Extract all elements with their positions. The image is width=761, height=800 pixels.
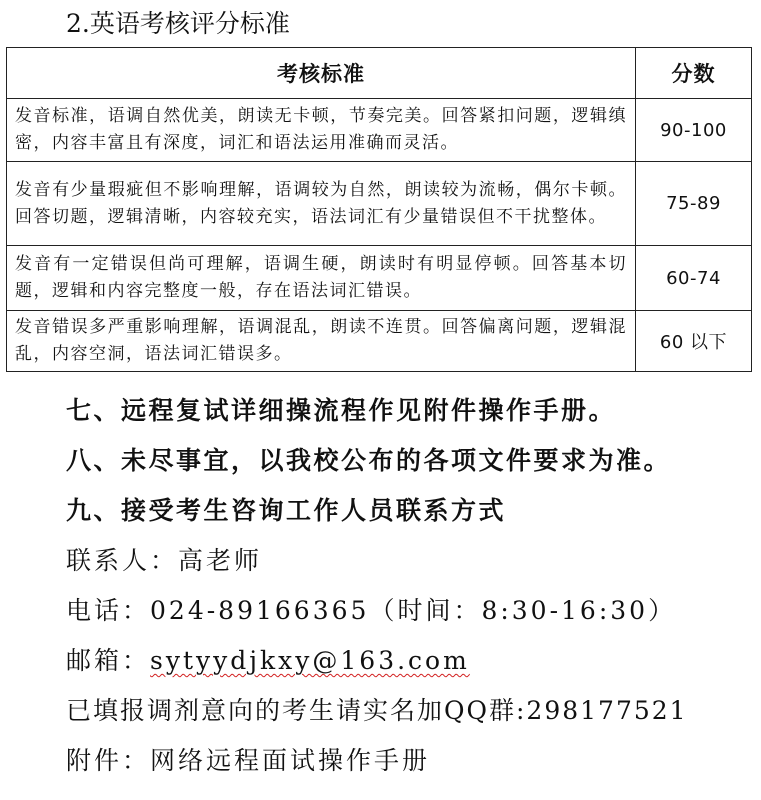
table-row xyxy=(7,99,752,162)
contact-person-line xyxy=(66,543,262,579)
contact-person-label: 联系人： xyxy=(66,546,179,575)
score-header: 分数 xyxy=(636,48,752,99)
criteria-cell: 发音标准，语调自然优美，朗读无卡顿，节奏完美。回答紧扣问题，逻辑缜密，内容丰富且有深度，词汇和语法运用准确而灵活。 xyxy=(7,99,636,162)
criteria-cell: 发音错误多严重影响理解，语调混乱，朗读不连贯。回答偏离问题，逻辑混乱，内容空洞，语法词汇错误多。 xyxy=(7,311,636,372)
scoring-rubric-table xyxy=(6,47,752,372)
email-label: 邮箱： xyxy=(66,646,151,675)
item-eight-heading: 八、未尽事宜，以我校公布的各项文件要求为准。 xyxy=(66,446,672,475)
criteria-header: 考核标准 xyxy=(7,48,636,99)
phone-line xyxy=(66,593,676,629)
office-hours: （时间：8:30-16:30） xyxy=(369,596,677,625)
item-seven-heading: 七、远程复试详细操流程作见附件操作手册。 xyxy=(66,396,617,425)
table-row xyxy=(7,311,752,372)
attachment-line xyxy=(66,743,430,779)
section-title: 2.英语考核评分标准 xyxy=(66,9,290,38)
criteria-cell: 发音有一定错误但尚可理解，语调生硬，朗读时有明显停顿。回答基本切题，逻辑和内容完整度一般，存在语法词汇错误。 xyxy=(7,246,636,311)
criteria-cell: 发音有少量瑕疵但不影响理解，语调较为自然，朗读较为流畅，偶尔卡顿。回答切题，逻辑清晰，内容较充实，语法词汇有少量错误但不干扰整体。 xyxy=(7,162,636,246)
table-row xyxy=(7,162,752,246)
item-nine-heading: 九、接受考生咨询工作人员联系方式 xyxy=(66,496,507,525)
phone-label: 电话： xyxy=(66,596,151,625)
table-row xyxy=(7,246,752,311)
attachment-label: 附件： xyxy=(66,746,151,775)
attachment-title[interactable]: 网络远程面试操作手册 xyxy=(150,746,431,775)
score-cell: 75-89 xyxy=(636,162,752,246)
email-line xyxy=(66,643,470,679)
score-cell: 90-100 xyxy=(636,99,752,162)
email-address[interactable]: sytyydjkxy@163.com xyxy=(150,646,470,675)
phone-number: 024-89166365 xyxy=(150,596,370,625)
score-cell: 60 以下 xyxy=(636,311,752,372)
score-cell: 60-74 xyxy=(636,246,752,311)
table-header-row xyxy=(7,48,752,99)
qq-group-number: 298177521 xyxy=(526,696,688,725)
contact-person-name: 高老师 xyxy=(178,546,263,575)
qq-group-text: 已填报调剂意向的考生请实名加QQ群: xyxy=(66,696,527,725)
qq-group-line xyxy=(66,693,688,729)
